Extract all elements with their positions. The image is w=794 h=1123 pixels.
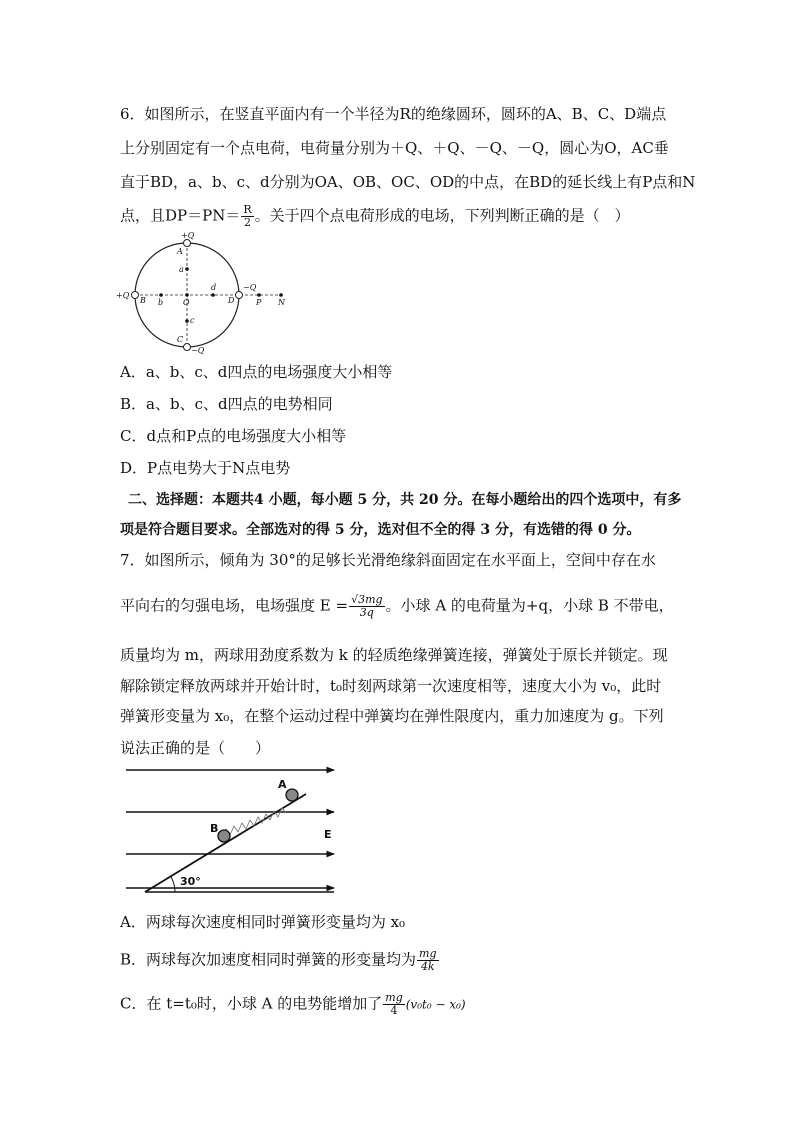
q7-option-b-fraction (417, 948, 438, 973)
q7-line-1: 7．如图所示，倾角为 30°的足够长光滑绝缘斜面固定在水平面上，空间中存在水 (120, 551, 656, 569)
q6-option-a: A．a、b、c、d四点的电场强度大小相等 (120, 363, 393, 381)
q6-line-3: 直于BD，a、b、c、d分别为OA、OB、OC、OD的中点，在BD的延长线上有P点和N (120, 173, 696, 191)
q7-option-c (120, 992, 466, 1017)
charge-A-marker (184, 240, 191, 247)
q6-circle-figure (115, 232, 295, 354)
q6-option-c: C．d点和P点的电场强度大小相等 (120, 427, 347, 445)
q6-option-b: B．a、b、c、d四点的电势相同 (120, 395, 333, 413)
label-bottom-charge: −Q (191, 346, 205, 354)
label-top-charge: +Q (181, 232, 195, 240)
q7-frac-num: √3mg (351, 593, 383, 606)
label-N: N (278, 298, 285, 307)
label-ball-A: A (278, 778, 287, 791)
label-b: b (158, 298, 164, 307)
charge-B-marker (132, 292, 139, 299)
q7-line-3: 质量均为 m，两球用劲度系数为 k 的轻质绝缘弹簧连接，弹簧处于原长并锁定。现 (120, 646, 668, 664)
q7-line-2 (120, 594, 674, 619)
charge-C-marker (184, 344, 191, 351)
q7-line-5: 弹簧形变量为 x₀，在整个运动过程中弹簧均在弹性限度内，重力加速度为 g。下列 (120, 707, 664, 725)
label-A: A (177, 247, 183, 256)
q6-frac-den: 2 (243, 216, 251, 229)
label-a: a (179, 265, 184, 274)
point-P (257, 293, 261, 297)
label-ball-B: B (210, 822, 219, 835)
q7-option-c-frac-den: 4 (390, 1004, 398, 1017)
q7-line-6: 说法正确的是（ ） (120, 739, 271, 757)
label-angle: 30° (180, 875, 201, 888)
point-N (279, 293, 283, 297)
label-right-charge: −Q (243, 283, 257, 292)
q6-line-2: 上分别固定有一个点电荷，电荷量分别为＋Q、＋Q、－Q、－Q，圆心为O，AC垂 (120, 139, 669, 157)
q7-option-b-frac-den: 4k (420, 960, 435, 973)
q7-option-c-text-a: C．在 t=t₀时，小球 A 的电势能增加了 (120, 994, 383, 1013)
label-c: c (190, 316, 195, 325)
point-d (211, 293, 215, 297)
point-b (159, 293, 163, 297)
charge-D-marker (236, 292, 243, 299)
label-B: B (140, 296, 146, 305)
q6-frac-num: R (243, 203, 252, 216)
electric-field-lines (126, 770, 334, 888)
q7-option-a: A．两球每次速度相同时弹簧形变量均为 x₀ (120, 913, 406, 931)
q7-line-4: 解除锁定释放两球并开始计时，t₀时刻两球第一次速度相等，速度大小为 v₀，此时 (120, 677, 662, 695)
point-c (185, 319, 189, 323)
label-D: D (228, 296, 235, 305)
label-left-charge: +Q (116, 291, 130, 300)
q7-option-c-fraction (383, 992, 404, 1017)
label-d: d (211, 283, 217, 292)
point-a (185, 267, 189, 271)
ball-A (286, 789, 298, 801)
q7-option-c-text-b: (v₀t₀ − x₀) (405, 997, 466, 1012)
point-O (185, 293, 189, 297)
q7-incline-figure (120, 762, 342, 898)
q6-line-4 (120, 204, 630, 229)
section2-line-1: 二、选择题：本题共4 小题，每小题 5 分，共 20 分。在每小题给出的四个选项中，有多 (128, 492, 682, 508)
section2-line-2: 项是符合题目要求。全部选对的得 5 分，选对但不全的得 3 分，有选错的得 0 分。 (120, 522, 641, 538)
angle-arc (171, 877, 175, 892)
q6-line-4-text-a: 点，且DP＝PN＝ (120, 206, 241, 225)
label-O: O (183, 298, 190, 307)
q7-option-c-frac-num: mg (385, 991, 403, 1004)
q7-option-b-text: B．两球每次加速度相同时弹簧的形变量均为 (120, 950, 417, 969)
q7-option-b-frac-num: mg (419, 947, 437, 960)
q7-efield-fraction (349, 594, 384, 619)
q7-frac-den: 3q (359, 606, 374, 619)
q6-option-d: D．P点电势大于N点电势 (120, 459, 291, 477)
label-P: P (256, 298, 262, 307)
q6-line-4-text-b: 。关于四个点电荷形成的电场，下列判断正确的是（ ） (254, 206, 630, 225)
ball-B (218, 830, 230, 842)
q6-line-1: 6．如图所示，在竖直平面内有一个半径为R的绝缘圆环，圆环的A、B、C、D端点 (120, 105, 667, 123)
label-C: C (177, 335, 184, 344)
q7-option-b (120, 948, 440, 973)
label-E: E (324, 828, 332, 841)
q6-fraction (241, 204, 253, 229)
q7-line-2-text-a: 平向右的匀强电场，电场强度 E = (120, 596, 349, 615)
q7-line-2-text-b: 。小球 A 的电荷量为+q，小球 B 不带电， (385, 596, 674, 615)
